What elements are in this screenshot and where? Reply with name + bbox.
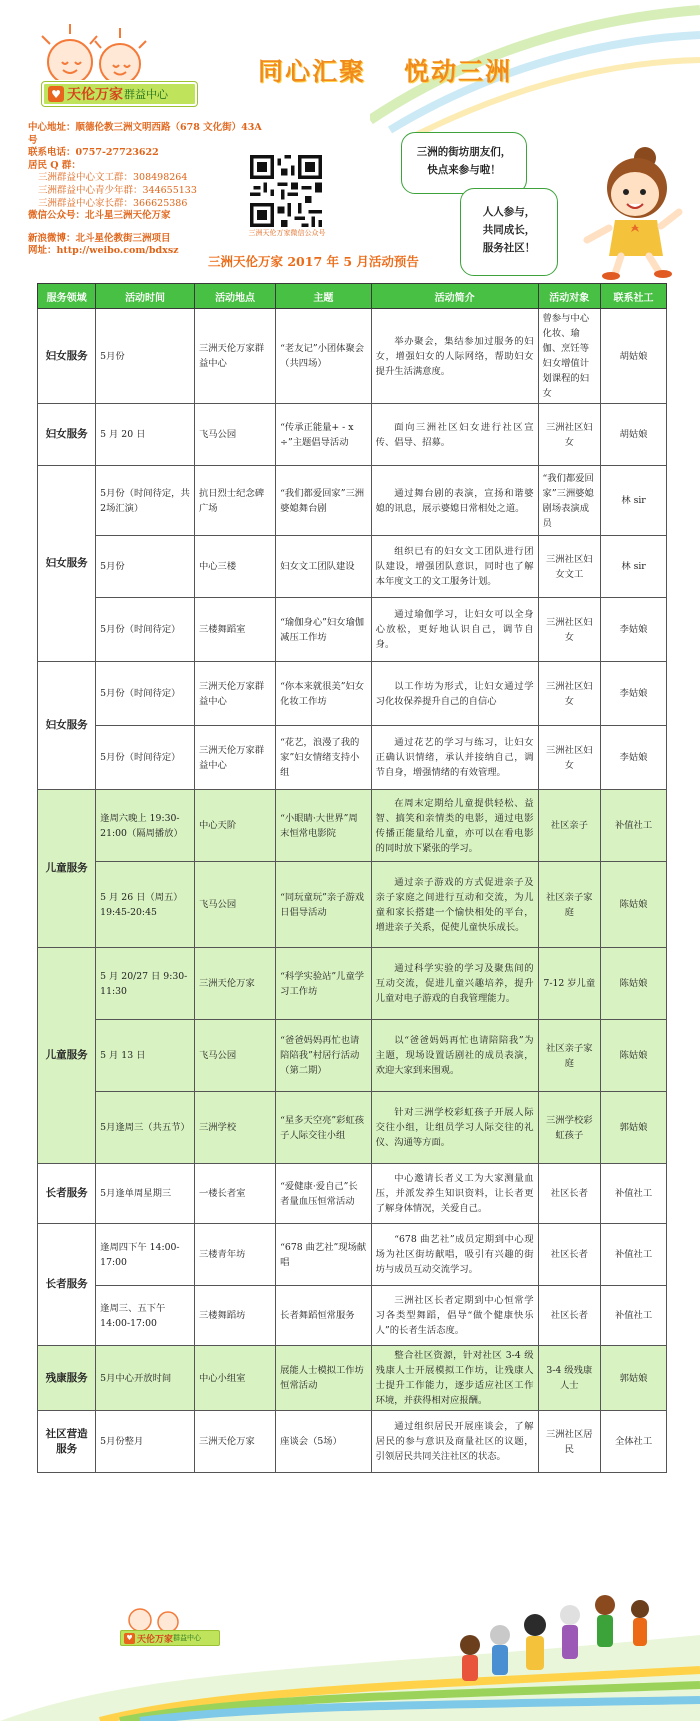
time-cell: 5月份（时间待定） (96, 726, 195, 790)
place-cell: 抗日烈士纪念碑广场 (194, 466, 275, 536)
target-cell: 7-12 岁儿童 (538, 948, 601, 1020)
theme-cell: “678 曲艺社”现场献唱 (276, 1224, 372, 1286)
table-row (38, 726, 667, 790)
poster-headline (258, 52, 550, 88)
worker-cell: 李姑娘 (601, 662, 667, 726)
intro-cell: 通过花艺的学习与练习，让妇女正确认识情绪，承认并接纳自己，调节自身，增强情绪的有效管理。 (371, 726, 538, 790)
address-line: 中心地址：顺德伦教三洲文明西路（678 文化街）43A 号 (28, 122, 262, 146)
target-cell: 曾参与中心化妆、瑜伽、烹饪等妇女增值计划课程的妇女 (538, 309, 601, 404)
worker-cell: 李姑娘 (601, 726, 667, 790)
col-header-time: 活动时间 (96, 284, 195, 309)
table-row (38, 1020, 667, 1092)
intro-cell: 中心邀请长者义工为大家测量血压，并派发养生知识资料，让长者更了解身体情况，关爱自己。 (371, 1164, 538, 1224)
service-area-cell: 妇女服务 (38, 404, 96, 466)
worker-cell: 陈姑娘 (601, 1020, 667, 1092)
target-cell: 社区亲子家庭 (538, 862, 601, 948)
time-cell: 5月逢周三（共五节） (96, 1092, 195, 1164)
col-header-worker: 联系社工 (601, 284, 667, 309)
intro-cell: 通过科学实验的学习及聚焦间的互动交流，促进儿童兴趣培养，提升儿童对电子游戏的自我管理能力。 (371, 948, 538, 1020)
target-cell: 三洲社区妇女文工 (538, 536, 601, 598)
qq-group-2: 三洲群益中心青少年群：344655133 (38, 184, 197, 196)
schedule-title: 三洲天伦万家 2017 年 5 月活动预告 (208, 254, 419, 269)
service-area-cell: 妇女服务 (38, 466, 96, 662)
website-line: 网址：http://weibo.com/bdxsz (28, 245, 179, 257)
worker-cell: 全体社工 (601, 1411, 667, 1473)
theme-cell: “爱健康·爱自己”长者量血压恒常活动 (276, 1164, 372, 1224)
bubble-1-line-1: 三洲的街坊朋友们， (416, 146, 512, 158)
time-cell: 逢周四下午 14:00-17:00 (96, 1224, 195, 1286)
intro-cell: 以“爸爸妈妈再忙也请陪陪我”为主题，现场设置话剧社的成员表演，欢迎大家到来围观。 (371, 1020, 538, 1092)
worker-cell: 林 sir (601, 536, 667, 598)
worker-cell: 补值社工 (601, 1164, 667, 1224)
intro-cell: 以工作坊为形式，让妇女通过学习化妆保养提升自己的自信心 (371, 662, 538, 726)
worker-cell: 陈姑娘 (601, 948, 667, 1020)
theme-cell: “同玩童玩”亲子游戏日倡导活动 (276, 862, 372, 948)
worker-cell: 补值社工 (601, 790, 667, 862)
worker-cell: 补值社工 (601, 1224, 667, 1286)
phone-line: 联系电话：0757-27723622 (28, 147, 159, 159)
table-row (38, 1286, 667, 1346)
target-cell: 社区长者 (538, 1224, 601, 1286)
intro-cell: 面向三洲社区妇女进行社区宣传、倡导、招募。 (371, 404, 538, 466)
time-cell: 逢周三、五下午 14:00-17:00 (96, 1286, 195, 1346)
place-cell: 飞马公园 (194, 404, 275, 466)
time-cell: 5 月 26 日（周五）19:45-20:45 (96, 862, 195, 948)
service-area-cell: 社区营造服务 (38, 1411, 96, 1473)
place-cell: 飞马公园 (194, 862, 275, 948)
service-area-cell: 妇女服务 (38, 662, 96, 790)
table-row (38, 1346, 667, 1411)
worker-cell: 胡姑娘 (601, 309, 667, 404)
intro-cell: 组织已有的妇女文工团队进行团队建设，增强团队意识，同时也了解本年度文工的文工服务计划。 (371, 536, 538, 598)
time-cell: 5月份 (96, 309, 195, 404)
logo-suffix: 群益中心 (124, 88, 168, 101)
place-cell: 飞马公园 (194, 1020, 275, 1092)
bubble-1-line-2: 快点来参与啦！ (427, 164, 501, 176)
target-cell: 社区亲子 (538, 790, 601, 862)
intro-cell: 在周末定期给儿童提供轻松、益智、搞笑和亲情类的电影，通过电影传播正能量给儿童，亦可以在看电影的同时放下紧张的学习。 (371, 790, 538, 862)
place-cell: 三楼青年坊 (194, 1224, 275, 1286)
qq-group-1: 三洲群益中心文工群：308498264 (38, 172, 188, 184)
time-cell: 5月份整月 (96, 1411, 195, 1473)
worker-cell: 林 sir (601, 466, 667, 536)
center-logo (42, 82, 197, 106)
table-row (38, 404, 667, 466)
target-cell: 社区长者 (538, 1164, 601, 1224)
worker-cell: 李姑娘 (601, 598, 667, 662)
time-cell: 5月份（时间待定） (96, 598, 195, 662)
bubble-2-line-3: 服务社区！ (482, 242, 536, 254)
service-area-cell: 妇女服务 (38, 309, 96, 404)
time-cell: 5月逢单周星期三 (96, 1164, 195, 1224)
service-area-cell: 长者服务 (38, 1164, 96, 1224)
place-cell: 三楼舞蹈室 (194, 598, 275, 662)
place-cell: 中心三楼 (194, 536, 275, 598)
place-cell: 一楼长者室 (194, 1164, 275, 1224)
contact-info (28, 122, 268, 258)
speech-bubble-invite (401, 132, 527, 194)
logo-heart-icon: ♥ (48, 86, 64, 102)
theme-cell: “我们都爱回家”三洲婆媳舞台剧 (276, 466, 372, 536)
theme-cell: “老友记”小团体聚会（共四场） (276, 309, 372, 404)
table-row (38, 466, 667, 536)
place-cell: 三洲天伦万家 (194, 1411, 275, 1473)
target-cell: 三洲社区妇女 (538, 404, 601, 466)
logo-text: 天伦万家 (67, 87, 123, 103)
worker-cell: 郭姑娘 (601, 1092, 667, 1164)
place-cell: 三洲天伦万家 (194, 948, 275, 1020)
time-cell: 5月份 (96, 536, 195, 598)
worker-cell: 胡姑娘 (601, 404, 667, 466)
intro-cell: 通过亲子游戏的方式促进亲子及亲子家庭之间进行互动和交流，为儿童和家长搭建一个愉快相处的平台，增进亲子关系，促使儿童快乐成长。 (371, 862, 538, 948)
weibo-line: 新浪微博：北斗星伦教街三洲项目 (28, 232, 171, 244)
worker-cell: 陈姑娘 (601, 862, 667, 948)
qq-group-3: 三洲群益中心家长群：366625386 (38, 197, 188, 209)
bubble-2-line-2: 共同成长， (482, 224, 536, 236)
headline-part-1: 同心汇聚 (258, 57, 367, 86)
theme-cell: “科学实验站”儿童学习工作坊 (276, 948, 372, 1020)
col-header-target: 活动对象 (538, 284, 601, 309)
target-cell: “我们都爱回家”三洲婆媳剧场表演成员 (538, 466, 601, 536)
target-cell: 三洲社区妇女 (538, 726, 601, 790)
worker-cell: 郭姑娘 (601, 1346, 667, 1411)
table-header-row (38, 284, 667, 309)
intro-cell: 通过舞台剧的表演，宣扬和谐婆媳的讯息，展示婆媳日常相处之道。 (371, 466, 538, 536)
service-area-cell: 儿童服务 (38, 790, 96, 948)
place-cell: 中心小组室 (194, 1346, 275, 1411)
time-cell: 5 月 20/27 日 9:30-11:30 (96, 948, 195, 1020)
smiling-suns-illustration (25, 20, 195, 80)
table-row (38, 536, 667, 598)
col-header-intro: 活动简介 (371, 284, 538, 309)
footer-logo (120, 1630, 220, 1646)
col-header-area: 服务领域 (38, 284, 96, 309)
theme-cell: 座谈会（5场） (276, 1411, 372, 1473)
col-header-place: 活动地点 (194, 284, 275, 309)
theme-cell: “小眼睛·大世界”周末恒常电影院 (276, 790, 372, 862)
theme-cell: 长者舞蹈恒常服务 (276, 1286, 372, 1346)
table-row (38, 1092, 667, 1164)
footer-logo-text: 天伦万家 (137, 1634, 174, 1645)
intro-cell: 通过组织居民开展座谈会，了解居民的参与意识及商量社区的议题，引领居民共同关注社区的状态。 (371, 1411, 538, 1473)
intro-cell: 针对三洲学校彩虹孩子开展人际交往小组，让组员学习人际交往的礼仪、沟通等方面。 (371, 1092, 538, 1164)
table-row (38, 598, 667, 662)
worker-cell: 补值社工 (601, 1286, 667, 1346)
intro-cell: 通过瑜伽学习，让妇女可以全身心放松，更好地认识自己，调节自身。 (371, 598, 538, 662)
table-row (38, 1164, 667, 1224)
activity-table (37, 283, 667, 1473)
place-cell: 三楼舞蹈坊 (194, 1286, 275, 1346)
place-cell: 三洲学校 (194, 1092, 275, 1164)
theme-cell: 妇女文工团队建设 (276, 536, 372, 598)
table-row (38, 309, 667, 404)
footer-logo-heart-icon: ♥ (124, 1633, 135, 1644)
table-row (38, 1224, 667, 1286)
service-area-cell: 儿童服务 (38, 948, 96, 1164)
place-cell: 三洲天伦万家群益中心 (194, 726, 275, 790)
time-cell: 5 月 13 日 (96, 1020, 195, 1092)
table-row (38, 790, 667, 862)
speech-bubble-slogan (460, 188, 558, 276)
theme-cell: “花艺，浪漫了我的家”妇女情绪支持小组 (276, 726, 372, 790)
theme-cell: “爸爸妈妈再忙也请陪陪我”村居行活动（第二期） (276, 1020, 372, 1092)
intro-cell: “678 曲艺社”成员定期到中心现场为社区街坊献唱，吸引有兴趣的街坊与成员互动交流学习。 (371, 1224, 538, 1286)
theme-cell: “星多天空亮”彩虹孩子人际交往小组 (276, 1092, 372, 1164)
theme-cell: “传承正能量+ - x ÷”主题倡导活动 (276, 404, 372, 466)
table-row (38, 948, 667, 1020)
bubble-2-line-1: 人人参与， (482, 206, 536, 218)
place-cell: 三洲天伦万家群益中心 (194, 309, 275, 404)
cartoon-girl-illustration (575, 140, 690, 280)
place-cell: 中心天阶 (194, 790, 275, 862)
qq-label: 居民 Q 群： (28, 159, 81, 171)
footer-logo-suffix: 群益中心 (173, 1634, 202, 1642)
footer-kids-illustration (0, 1575, 700, 1721)
time-cell: 5月中心开放时间 (96, 1346, 195, 1411)
qr-caption: 三洲天伦万家微信公众号 (248, 229, 326, 237)
intro-cell: 举办聚会，集结参加过服务的妇女，增强妇女的人际网络，帮助妇女提升生活满意度。 (371, 309, 538, 404)
theme-cell: “你本来就很美”妇女化妆工作坊 (276, 662, 372, 726)
table-row (38, 1411, 667, 1473)
table-row (38, 662, 667, 726)
qr-code-image (250, 155, 322, 227)
target-cell: 社区长者 (538, 1286, 601, 1346)
theme-cell: “瑜伽身心”妇女瑜伽减压工作坊 (276, 598, 372, 662)
headline-part-2: 悦动三洲 (404, 57, 513, 86)
theme-cell: 展能人士模拟工作坊恒常活动 (276, 1346, 372, 1411)
target-cell: 三洲学校彩虹孩子 (538, 1092, 601, 1164)
intro-cell: 三洲社区长者定期到中心恒常学习各类型舞蹈，倡导“做个健康快乐人”的长者生活态度。 (371, 1286, 538, 1346)
service-area-cell: 残康服务 (38, 1346, 96, 1411)
place-cell: 三洲天伦万家群益中心 (194, 662, 275, 726)
target-cell: 社区亲子家庭 (538, 1020, 601, 1092)
time-cell: 5 月 20 日 (96, 404, 195, 466)
service-area-cell: 长者服务 (38, 1224, 96, 1346)
time-cell: 逢周六晚上 19:30-21:00（隔周播放） (96, 790, 195, 862)
target-cell: 三洲社区妇女 (538, 598, 601, 662)
target-cell: 3-4 级残康人士 (538, 1346, 601, 1411)
time-cell: 5月份（时间待定，共2场汇演） (96, 466, 195, 536)
table-row (38, 862, 667, 948)
col-header-theme: 主题 (276, 284, 372, 309)
wechat-line: 微信公众号：北斗星三洲天伦万家 (28, 210, 171, 222)
time-cell: 5月份（时间待定） (96, 662, 195, 726)
target-cell: 三洲社区居民 (538, 1411, 601, 1473)
intro-cell: 整合社区资源，针对社区 3-4 级残康人士开展模拟工作坊，让残康人士提升工作能力，逐步适应社区工作环境，并获得相对应报酬。 (371, 1346, 538, 1411)
target-cell: 三洲社区妇女 (538, 662, 601, 726)
